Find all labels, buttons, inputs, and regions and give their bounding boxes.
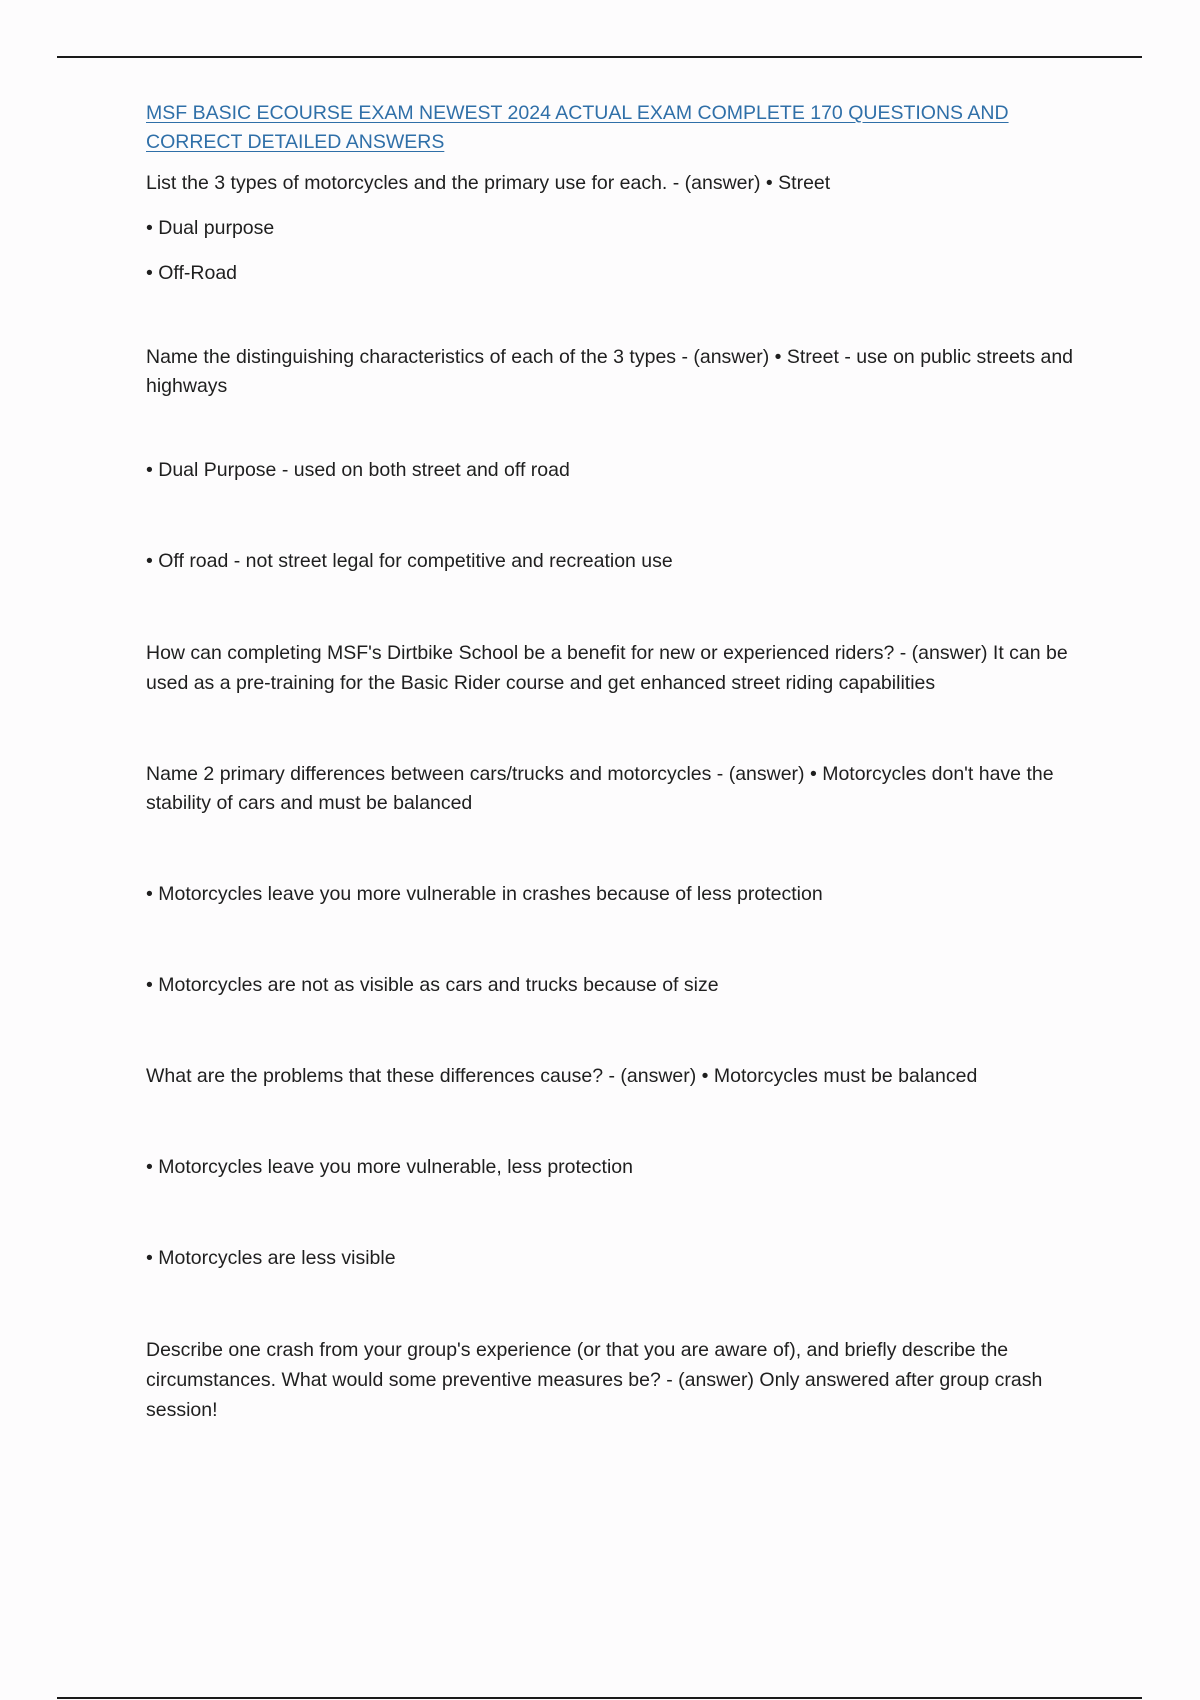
- document-body: [146, 99, 1096, 1425]
- question-5: What are the problems that these differences cause? - (answer) • Motorcycles must be balanced: [146, 1065, 978, 1087]
- document-title-link[interactable]: MSF BASIC ECOURSE EXAM NEWEST 2024 ACTUAL EXAM COMPLETE 170 QUESTIONS AND CORRECT DETAILED ANSWERS: [146, 102, 1009, 153]
- bullet-4-2: • Motorcycles are not as visible as cars and trucks because of size: [146, 974, 719, 996]
- bullet-5-2: • Motorcycles are less visible: [146, 1247, 396, 1269]
- bullet-1-1: • Dual purpose: [146, 217, 275, 239]
- question-3: How can completing MSF's Dirtbike School be a benefit for new or experienced riders? - (answer) It can be used as a pre-training for the Basic Rider course and get enhanced street riding capabilities: [146, 642, 1068, 694]
- question-2: Name the distinguishing characteristics of each of the 3 types - (answer) • Street - use on public streets and highways: [146, 346, 1074, 397]
- footer-rule: [57, 1697, 1142, 1699]
- question-4: Name 2 primary differences between cars/trucks and motorcycles - (answer) • Motorcycles don't have the stability of cars and must be balanced: [146, 763, 1054, 814]
- question-1: List the 3 types of motorcycles and the primary use for each. - (answer) • Street: [146, 172, 831, 194]
- header-rule: [57, 56, 1142, 58]
- bullet-2-1: • Dual Purpose - used on both street and off road: [146, 459, 570, 481]
- bullet-2-2: • Off road - not street legal for competitive and recreation use: [146, 550, 673, 572]
- question-6: Describe one crash from your group's experience (or that you are aware of), and briefly describe the circumstances. What would some preventive measures be? - (answer) Only answered after group crash session!: [146, 1339, 1043, 1421]
- bullet-5-1: • Motorcycles leave you more vulnerable, less protection: [146, 1156, 633, 1178]
- bullet-4-1: • Motorcycles leave you more vulnerable in crashes because of less protection: [146, 883, 823, 905]
- bullet-1-2: • Off-Road: [146, 262, 238, 284]
